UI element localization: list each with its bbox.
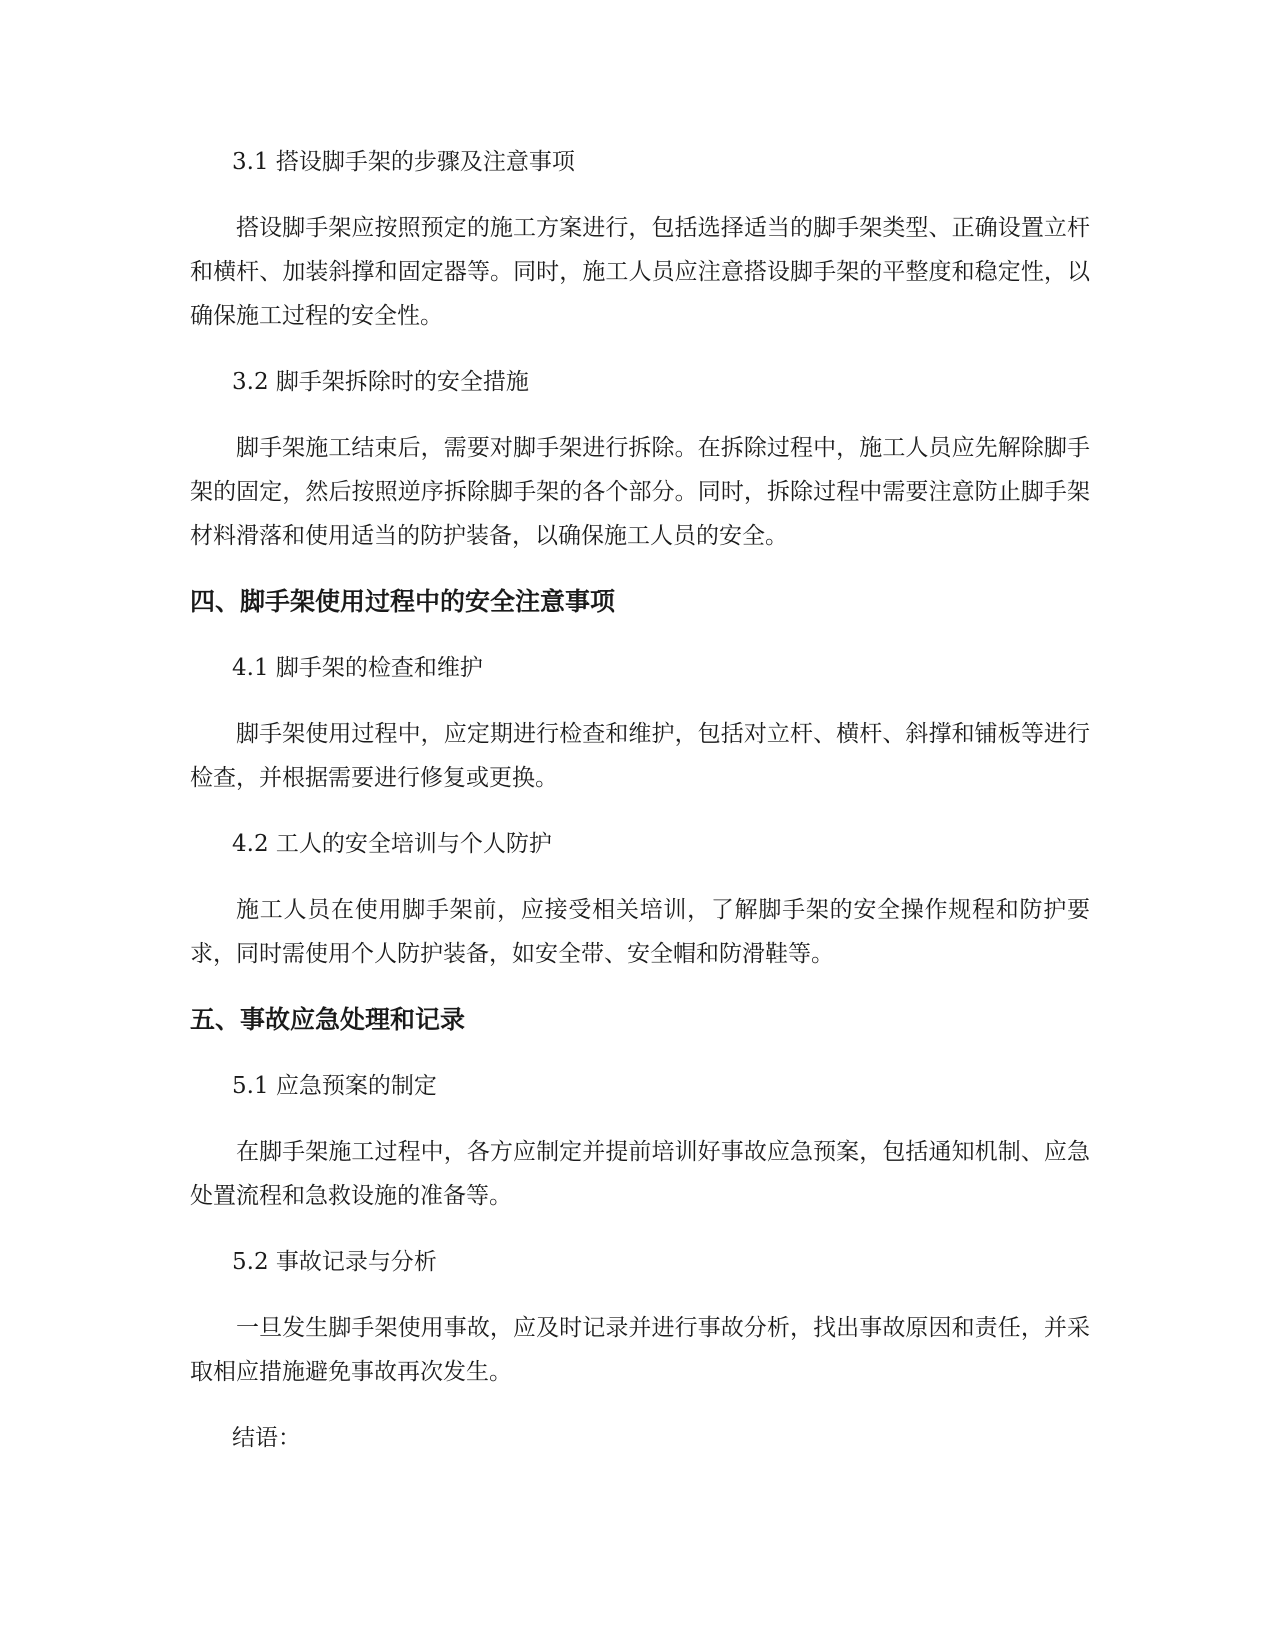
subheading-5-1: 5.1 应急预案的制定 xyxy=(232,1073,437,1099)
paragraph-3-1: 搭设脚手架应按照预定的施工方案进行，包括选择适当的脚手架类型、正确设置立杆和横杆、加装斜撑和固定器等。同时，施工人员应注意搭设脚手架的平整度和稳定性，以确保施工过程的安全性。 xyxy=(190,215,1090,329)
paragraph-4-2: 施工人员在使用脚手架前，应接受相关培训，了解脚手架的安全操作规程和防护要求，同时需使用个人防护装备，如安全带、安全帽和防滑鞋等。 xyxy=(190,897,1090,967)
paragraph-4-1: 脚手架使用过程中，应定期进行检查和维护，包括对立杆、横杆、斜撑和铺板等进行检查，并根据需要进行修复或更换。 xyxy=(190,721,1090,791)
section-heading-5: 五、事故应急处理和记录 xyxy=(190,1005,466,1034)
subheading-4-2: 4.2 工人的安全培训与个人防护 xyxy=(232,831,552,857)
section-heading-4: 四、脚手架使用过程中的安全注意事项 xyxy=(190,587,616,616)
paragraph-5-1: 在脚手架施工过程中，各方应制定并提前培训好事故应急预案，包括通知机制、应急处置流程和急救设施的准备等。 xyxy=(190,1139,1090,1209)
paragraph-3-2: 脚手架施工结束后，需要对脚手架进行拆除。在拆除过程中，施工人员应先解除脚手架的固定，然后按照逆序拆除脚手架的各个部分。同时，拆除过程中需要注意防止脚手架材料滑落和使用适当的防护装备，以确保施工人员的安全。 xyxy=(190,435,1090,549)
subheading-4-1: 4.1 脚手架的检查和维护 xyxy=(232,655,483,681)
subheading-3-2: 3.2 脚手架拆除时的安全措施 xyxy=(232,369,529,395)
subheading-5-2: 5.2 事故记录与分析 xyxy=(232,1249,437,1275)
conclusion-label: 结语： xyxy=(232,1425,301,1451)
paragraph-5-2: 一旦发生脚手架使用事故，应及时记录并进行事故分析，找出事故原因和责任，并采取相应措施避免事故再次发生。 xyxy=(190,1315,1090,1385)
subheading-3-1: 3.1 搭设脚手架的步骤及注意事项 xyxy=(232,149,575,175)
document-body xyxy=(190,140,1090,1482)
